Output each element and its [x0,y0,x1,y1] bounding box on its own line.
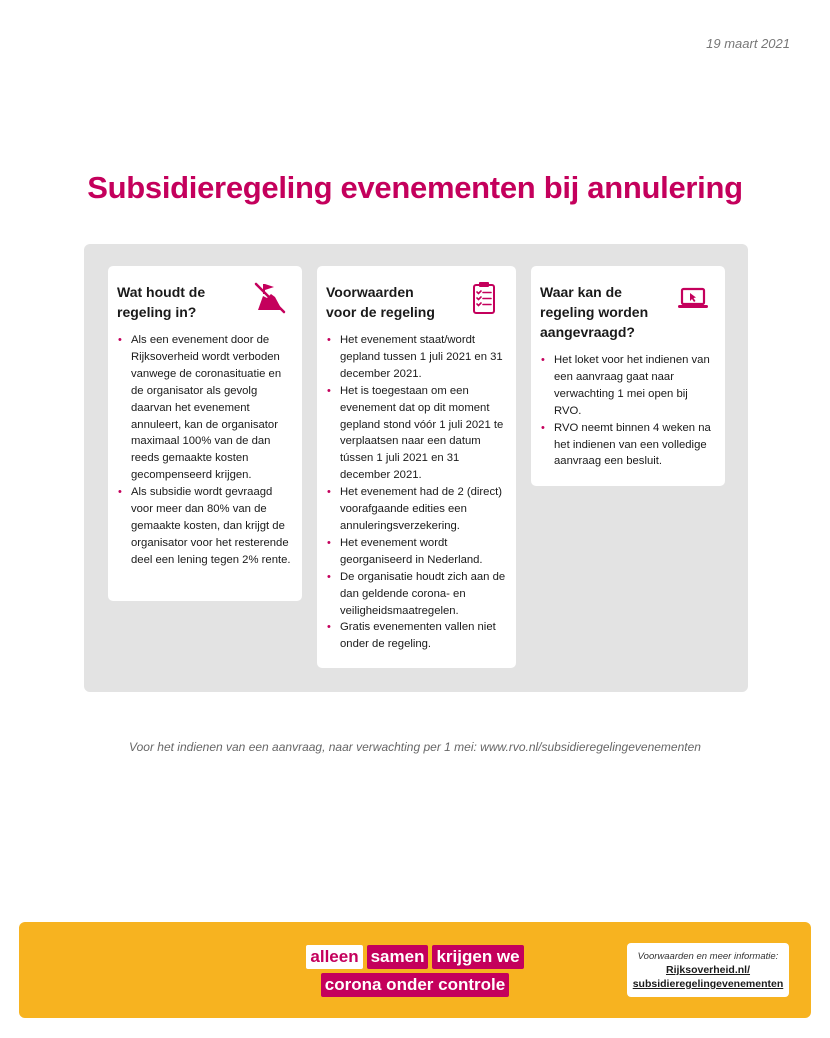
campaign-slogan [304,945,526,1001]
checklist-clipboard-icon [466,280,502,316]
card-list [117,332,292,569]
slogan-word: alleen [306,945,362,969]
more-info-link-line2[interactable]: subsidieregelingevenementen [632,978,784,990]
card-heading: Voorwaarden voor de regeling [326,284,435,320]
list-item: • Het is toegestaan om een evenement dat op dit moment gepland stond vóór 1 juli 2021 te verplaatsen naar een datum tússen 1 juli 2021 en 31 december 2021. [326,383,506,484]
document-date: 19 maart 2021 [706,36,790,51]
slogan-word: krijgen we [432,945,523,969]
more-info-label: Voorwaarden en meer informatie: [637,951,779,962]
slogan-word: samen [367,945,429,969]
laptop-icon [675,280,711,316]
list-item: • Als een evenement door de Rijksoverheid wordt verboden vanwege de coronasituatie en de organisator als gevolg daarvan het evenement annuleert, kan de organisator maximaal 100% van de dan reeds gemaakte kosten gecompenseerd krijgen. [117,332,292,484]
list-item: • RVO neemt binnen 4 weken na het indienen van een volledige aanvraag een besluit. [540,420,715,471]
card-heading: Wat houdt de regeling in? [117,284,206,320]
card-heading: Waar kan de regeling worden aangevraagd? [540,284,649,340]
card-where-to-apply [531,266,725,486]
application-footnote: Voor het indienen van een aanvraag, naar verwachting per 1 mei: www.rvo.nl/subsidieregelingevenementen [129,740,701,754]
list-item: • De organisatie houdt zich aan de dan geldende corona- en veiligheidsmaatregelen. [326,569,506,620]
more-info-link-line1[interactable]: Rijksoverheid.nl/ [665,964,751,976]
list-item: • Als subsidie wordt gevraagd voor meer dan 80% van de gemaakte kosten, dan krijgt de organisator voor het resterende deel een lening tegen 2% rente. [117,484,292,569]
list-item: • Het evenement staat/wordt gepland tussen 1 juli 2021 en 31 december 2021. [326,332,506,383]
cancelled-event-icon [252,280,288,316]
list-item: • Het evenement wordt georganiseerd in Nederland. [326,535,506,569]
page-title: Subsidieregeling evenementen bij annulering [87,170,743,205]
list-item: • Gratis evenementen vallen niet onder de regeling. [326,619,506,653]
more-info-box [627,943,789,997]
card-list [326,332,506,653]
card-list [540,352,715,470]
slogan-word: corona onder controle [321,973,509,997]
card-conditions [317,266,516,668]
list-item: • Het loket voor het indienen van een aanvraag gaat naar verwachting 1 mei open bij RVO. [540,352,715,420]
card-what-is-the-scheme [108,266,302,601]
list-item: • Het evenement had de 2 (direct) voorafgaande edities een annuleringsverzekering. [326,484,506,535]
